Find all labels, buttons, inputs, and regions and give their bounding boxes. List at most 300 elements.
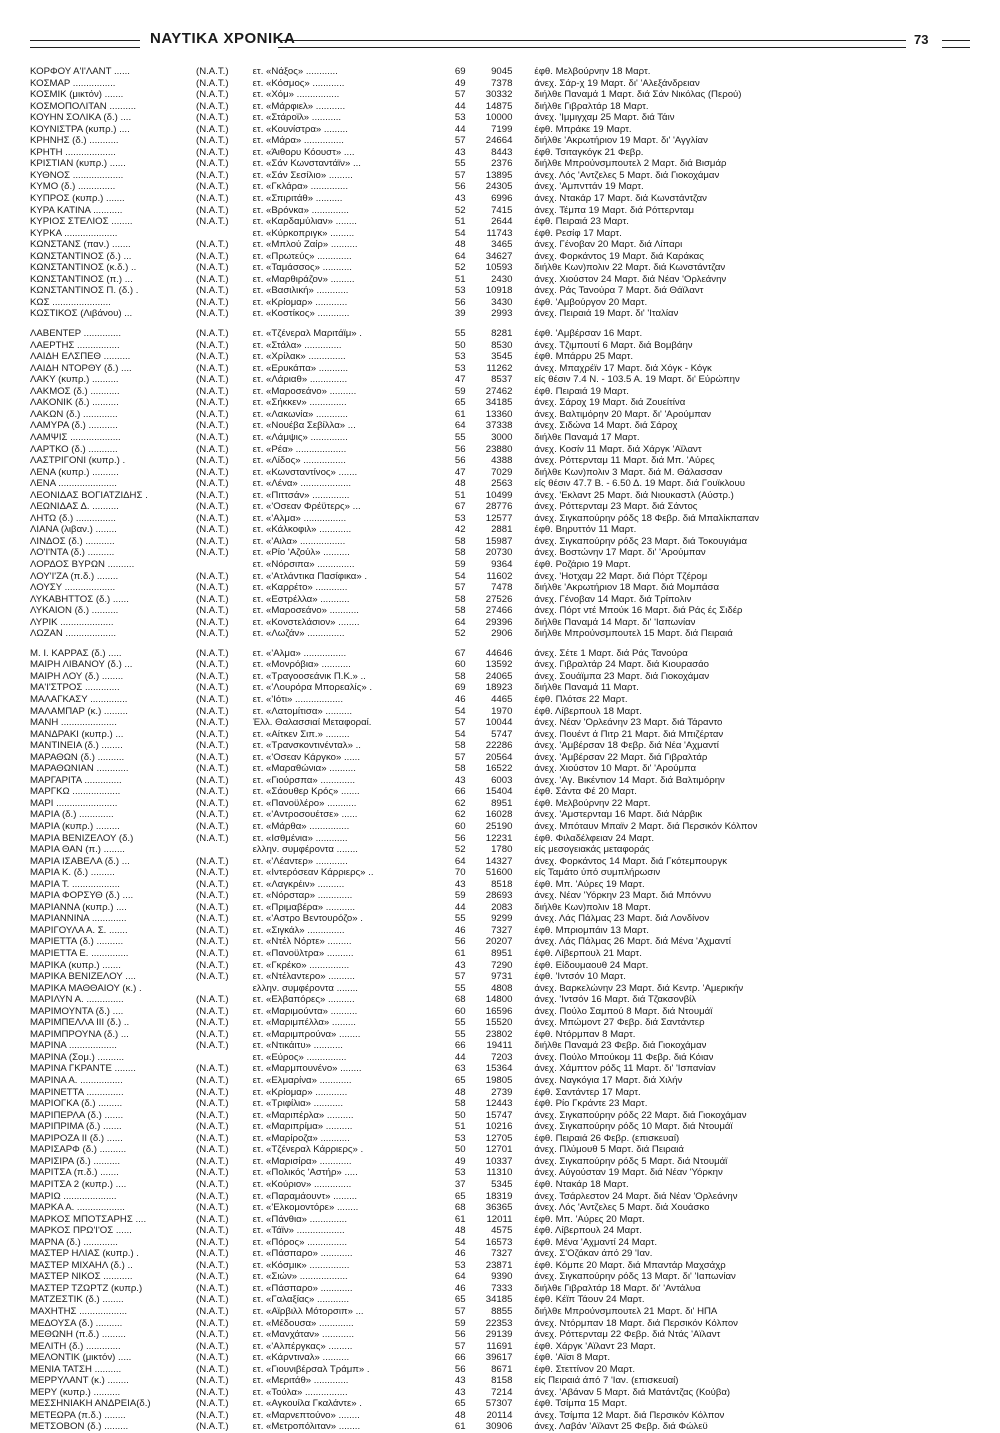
voyage-status: διήλθε Μπρούνσμπουτελ 2 Μαρτ. διά Βισμάρ [534, 158, 727, 170]
registry [196, 559, 253, 571]
owner-company: ετ. «Σιών» .................. [252, 1271, 348, 1283]
voyage-status: έφθ. Πλότσε 22 Μαρτ. [534, 693, 628, 705]
voyage-status: έφθ. Μπάρρυ 25 Μαρτ. [534, 351, 634, 363]
ship-name: ΜΑΣΤΕΡ ΗΛΙΑΣ (κυπρ.) . [30, 1248, 139, 1260]
tonnage: 20114 [486, 1409, 513, 1421]
owner-company: ετ. «Σιγκάλ» .............. [252, 924, 345, 936]
tonnage: 7333 [491, 1282, 513, 1294]
tonnage: 3545 [491, 351, 513, 363]
ship-name: ΛΑΚΟΝΙΚ (δ.) .......... [30, 397, 119, 409]
build-year: 55 [454, 1017, 466, 1029]
voyage-status: άνεχ. Ντακάρ 17 Μαρτ. διά Κωνστάντζαν [534, 193, 707, 205]
owner-company: ετ. «Καρδαμύλιαν» ........ [252, 216, 357, 228]
tonnage: 3430 [491, 296, 513, 308]
voyage-status: άνεχ. Πόρτ ντέ Μπούκ 16 Μαρτ. διά Ράς ές Σιδέρ [534, 605, 743, 617]
registry: (N.A.T.) [196, 135, 229, 147]
table-row [30, 1329, 970, 1341]
owner-company: ετ. «Κόσμικ» ............... [252, 1259, 350, 1271]
table-row [30, 1398, 970, 1410]
owner-company: ετ. «Ρέα» ................... [252, 443, 347, 455]
build-year: 62 [454, 797, 466, 809]
table-row [30, 1040, 970, 1052]
build-year: 59 [454, 558, 466, 570]
tonnage: 22353 [485, 1317, 513, 1329]
voyage-status: έφθ. Φιλαδέλφειαν 24 Μαρτ. [534, 832, 655, 844]
build-year: 63 [454, 1063, 466, 1075]
registry [196, 983, 253, 995]
owner-company: ετ. «Πρωτεύς» ............. [252, 250, 352, 262]
owner-company: ετ. «Κοστίκος» ............ [252, 308, 350, 320]
registry: (N.A.T.) [196, 1386, 229, 1398]
registry: (N.A.T.) [196, 971, 229, 983]
ship-name: ΜΑΡΓΚΩ .................. [30, 786, 121, 798]
registry: (N.A.T.) [196, 763, 229, 775]
tonnage: 9390 [491, 1271, 513, 1283]
voyage-status: έφθ. 'Αμβέρσαν 16 Μαρτ. [534, 328, 643, 340]
owner-company: ετ. «Πιττσάν» .............. [252, 489, 350, 501]
registry: (N.A.T.) [196, 1259, 229, 1271]
build-year: 51 [454, 489, 466, 501]
build-year: 54 [454, 570, 466, 582]
build-year: 43 [454, 959, 466, 971]
build-year: 64 [454, 250, 466, 262]
owner-company: ετ. «Σάν Κωνσταντάϊν» ... [252, 158, 361, 170]
tonnage: 3465 [491, 239, 513, 251]
ship-name: ΜΑΡΙΠΕΡΛΑ (δ.) ....... [30, 1109, 124, 1121]
table-row [30, 1017, 970, 1029]
voyage-status: άνεχ. Ναγκόγια 17 Μαρτ. διά Χιλήν [534, 1075, 683, 1087]
owner-company: ετ. «Τριφίλια» ........... [252, 1098, 343, 1110]
voyage-status: άνεχ. Πουέντ ά Πιτρ 21 Μαρτ. διά Μπιζέρταν [534, 728, 724, 740]
voyage-status: άνεχ. Γιβραλτάρ 24 Μαρτ. διά Κιουρασάο [534, 659, 709, 671]
build-year: 66 [454, 1352, 466, 1364]
tonnage: 8951 [491, 948, 513, 960]
build-year: 60 [454, 1005, 466, 1017]
ship-name: ΜΑΡΙΜΠΕΛΛΑ ΙΙΙ (δ.) .. [30, 1017, 130, 1029]
table-row [30, 1294, 970, 1306]
table-row [30, 1306, 970, 1318]
registry: (N.A.T.) [196, 1398, 229, 1410]
tonnage: 11691 [486, 1340, 513, 1352]
voyage-status: άνεχ. Μπόταυν Μπαϊν 2 Μαρτ. διά Περσικόν Κόλπον [534, 821, 758, 832]
table-row [30, 193, 970, 205]
owner-company: ετ. «Κρίομαρ» ............ [252, 296, 348, 308]
voyage-status: άνεχ. Γένοβαν 14 Μαρτ. διά Τρίπολιν [534, 593, 692, 605]
registry: (N.A.T.) [196, 616, 229, 628]
table-row [30, 1225, 970, 1237]
voyage-status: άνεχ. Τέμπα 19 Μαρτ. διά Ρόττερνταμ [534, 204, 694, 216]
voyage-status: άνεχ. Γένοβαν 20 Μαρτ. διά Λίπαρι [534, 239, 683, 251]
voyage-status: έφθ. Ροζάριο 19 Μαρτ. [534, 558, 631, 570]
table-row [30, 798, 970, 810]
table-row [30, 386, 970, 398]
voyage-status: άνεχ. Αύγούσταν 19 Μαρτ. διά Νέαν 'Υόρκην [534, 1167, 723, 1179]
table-row [30, 351, 970, 363]
tonnage: 23802 [485, 1028, 513, 1040]
registry: (N.A.T.) [196, 1075, 229, 1087]
ship-name: ΜΑΡΙΩ .................... [30, 1190, 117, 1202]
table-row [30, 617, 970, 629]
registry: (N.A.T.) [196, 1190, 229, 1202]
owner-company: ετ. «Κάρντιναλ» .......... [252, 1352, 350, 1364]
build-year: 64 [454, 616, 466, 628]
owner-company: ετ. «Μετροπόλιταν» ........ [252, 1421, 361, 1433]
table-row [30, 536, 970, 548]
tonnage: 57307 [485, 1398, 513, 1410]
voyage-status: άνεχ. Σιδώνα 14 Μαρτ. διά Σάροχ [534, 420, 678, 432]
voyage-status: άνεχ. 'Ηοτχαμ 22 Μαρτ. διά Πόρτ Τζέρομ [534, 570, 708, 582]
build-year: 56 [454, 936, 466, 948]
table-row [30, 1410, 970, 1422]
build-year: 69 [454, 682, 466, 694]
build-year: 48 [454, 478, 466, 490]
ship-name: ΚΟΣΜΙΚ (μικτόν) ....... [30, 89, 124, 101]
registry: (N.A.T.) [196, 832, 229, 844]
registry: (N.A.T.) [196, 1282, 229, 1294]
page-header [30, 28, 970, 62]
owner-company: ετ. «'Λουρόρα Μπορεαλίς» . [252, 682, 372, 694]
registry: (N.A.T.) [196, 936, 229, 948]
build-year: 58 [454, 763, 466, 775]
tonnage: 4575 [491, 1225, 513, 1237]
voyage-status: άνεχ. Σουάϊμπα 23 Μαρτ. διά Γιοκοχάμαν [534, 670, 710, 682]
registry: (N.A.T.) [196, 478, 229, 490]
owner-company: ετ. «Ντέλαντερο» .......... [252, 971, 355, 983]
build-year: 57 [454, 717, 466, 729]
ship-name: ΜΑΡΙΑ ΘΑΝ (π.) ........ [30, 844, 125, 856]
ship-name: ΛΕΟΝΙΔΑΣ ΒΟΓΙΑΤΖΙΔΗΣ . [30, 489, 148, 501]
table-row [30, 833, 970, 845]
tonnage: 44646 [485, 647, 513, 659]
owner-company: ετ. «'Αλπέργκας» ......... [252, 1340, 353, 1352]
owner-company: ετ. «Γκλάρα» .............. [252, 181, 348, 193]
voyage-status: διήλθε Παναμά 23 Φεβρ. διά Γιοκοχάμαν [534, 1040, 707, 1052]
tonnage: 8158 [491, 1375, 513, 1387]
registry: (N.A.T.) [196, 308, 229, 320]
voyage-status: έφθ. Τσιταγκόγκ 21 Φεβρ. [534, 146, 644, 158]
voyage-status: έφθ. 'Ιντσόν 10 Μαρτ. [534, 971, 626, 983]
table-row [30, 1098, 970, 1110]
build-year: 49 [454, 77, 466, 89]
build-year: 64 [454, 1271, 466, 1283]
ship-name: ΚΩΝΣΤΑΝΤΙΝΟΣ (δ.) ... [30, 250, 132, 262]
owner-company: ετ. «Γιουνιβέρσαλ Τράμπ» . [252, 1363, 370, 1375]
table-row [30, 1167, 970, 1179]
build-year: 55 [454, 913, 466, 925]
ship-name: Μ. Ι. ΚΑΡΡΑΣ (δ.) ..... [30, 647, 122, 659]
tonnage: 19411 [486, 1040, 513, 1052]
table-row [30, 501, 970, 513]
voyage-status: άνεχ. Σιγκαπούρην ρόδς 5 Μαρτ. διά Ντουμάϊ [534, 1155, 728, 1167]
owner-company: ετ. «'Αλμα» ................ [252, 512, 347, 524]
listing-section [30, 66, 970, 320]
ship-name: ΜΕΤΣΟΒΟΝ (δ.) ......... [30, 1421, 129, 1433]
header-rule-left [30, 40, 140, 48]
build-year: 54 [454, 227, 466, 239]
table-row [30, 752, 970, 764]
voyage-status: έφθ. Μένα 'Αχμαντί 24 Μαρτ. [534, 1236, 658, 1248]
tonnage: 11602 [486, 570, 513, 582]
table-row [30, 420, 970, 432]
owner-company: ετ. «'Ελκομοντόρε» ........ [252, 1202, 359, 1214]
voyage-status: άνεχ. Ρόττερνταμ 11 Μαρτ. διά Μπ. 'Αύρες [534, 455, 715, 467]
tonnage: 15520 [485, 1017, 513, 1029]
ship-name: ΜΑΡΚΟΣ ΜΠΟΤΣΑΡΗΣ .... [30, 1213, 147, 1225]
table-row [30, 960, 970, 972]
ship-name: ΜΑΡΝΑ (δ.) ............. [30, 1236, 118, 1248]
build-year: 57 [454, 1340, 466, 1352]
table-row [30, 856, 970, 868]
tonnage: 36365 [485, 1202, 513, 1214]
voyage-status: έφθ. Κέϊπ Τάουν 24 Μαρτ. [534, 1294, 645, 1306]
ship-name: ΚΥΡΑ ΚΑΤΙΝΑ ........... [30, 204, 123, 216]
tonnage: 2430 [491, 273, 513, 285]
registry: (N.A.T.) [196, 420, 229, 432]
build-year: 48 [454, 1225, 466, 1237]
table-row [30, 763, 970, 775]
registry: (N.A.T.) [196, 605, 229, 617]
voyage-status: άνεχ. Λός 'Αντζελες 5 Μαρτ. διά Γιοκοχάμαν [534, 169, 720, 181]
registry: (N.A.T.) [196, 443, 229, 455]
table-row [30, 112, 970, 124]
ship-name: ΚΥΡΙΟΣ ΣΤΕΛΙΟΣ ........ [30, 216, 133, 228]
voyage-status: άνεχ. Φορκάντος 14 Μαρτ. διά Γκότεμπουργκ [534, 855, 728, 867]
ship-name: ΜΑΡΙΝΑ .................. [30, 1040, 117, 1052]
tonnage: 6003 [491, 774, 513, 786]
owner-company: ετ. «Σήκκεν» .............. [252, 397, 347, 409]
tonnage: 6996 [491, 193, 513, 205]
owner-company: ετ. «Αγκουίλα Γκαλάντε» . [252, 1398, 362, 1410]
table-row [30, 490, 970, 502]
tonnage: 7214 [491, 1386, 513, 1398]
ship-name: ΛΑΜΨΙΣ ................... [30, 431, 121, 443]
tonnage: 9364 [491, 558, 513, 570]
build-year: 44 [454, 901, 466, 913]
tonnage: 7415 [491, 204, 513, 216]
tonnage: 9299 [491, 913, 513, 925]
registry: (N.A.T.) [196, 1375, 229, 1387]
ship-name: ΚΩΝΣΤΑΝΤΙΝΟΣ (π.) ... [30, 273, 133, 285]
registry: (N.A.T.) [196, 66, 229, 77]
ship-name: ΜΑΡΙΑ ΦΟΡΣΥΘ (δ.) .... [30, 890, 134, 902]
ship-name: ΜΑΙΡΗ ΛΙΒΑΝΟΥ (δ.) ... [30, 659, 133, 671]
voyage-status: έφθ. Λίβερπουλ 18 Μαρτ. [534, 705, 642, 717]
registry: (N.A.T.) [196, 878, 229, 890]
registry: (N.A.T.) [196, 717, 229, 729]
tonnage: 12443 [485, 1098, 513, 1110]
owner-company: ετ. «Μαρίροζα» ........... [252, 1132, 350, 1144]
owner-company: ετ. «Χρίλακ» .............. [252, 351, 346, 363]
table-row [30, 513, 970, 525]
registry: (N.A.T.) [196, 1028, 229, 1040]
ship-name: ΛΟ'Ι'ΝΤΑ (δ.) .......... [30, 547, 115, 559]
ship-name: ΜΑΤΖΕΣΤΙΚ (δ.) ........ [30, 1294, 124, 1306]
build-year: 58 [454, 740, 466, 752]
table-row [30, 524, 970, 536]
registry: (N.A.T.) [196, 890, 229, 902]
registry: (N.A.T.) [196, 628, 229, 640]
tonnage: 8530 [491, 339, 513, 351]
build-year: 54 [454, 728, 466, 740]
registry: (N.A.T.) [196, 339, 229, 351]
registry: (N.A.T.) [196, 1352, 229, 1364]
tonnage: 10593 [485, 262, 513, 274]
ship-name: ΛΥΚΑΒΗΤΤΟΣ (δ.) ...... [30, 593, 129, 605]
registry: (N.A.T.) [196, 1086, 229, 1098]
voyage-status: έφθ. Λίβερπουλ 24 Μαρτ. [534, 1225, 642, 1237]
voyage-status: άνεχ. Σέτε 1 Μαρτ. διά Ράς Τανούρα [534, 647, 688, 659]
table-row [30, 251, 970, 263]
voyage-status: άνεχ. 'Ιμμιγχαμ 25 Μαρτ. διά Τάιν [534, 112, 675, 124]
owner-company: ετ. «Μανχάταν» ............ [252, 1329, 355, 1341]
voyage-status: διήλθε 'Ακρωτήριον 18 Μαρτ. διά Μομπάσα [534, 582, 720, 594]
owner-company: ετ. «Ερυκάπα» ........... [252, 362, 349, 374]
registry: (N.A.T.) [196, 740, 229, 752]
voyage-status: άνεχ. Βαρκελώνην 23 Μαρτ. διά Κεντρ. 'Αμερικήν [534, 982, 744, 994]
voyage-status: διήλθε Παναμά 17 Μαρτ. [534, 431, 640, 443]
voyage-status: έφθ. Στεττίνον 20 Μαρτ. [534, 1363, 636, 1375]
build-year: 62 [454, 809, 466, 821]
build-year: 46 [454, 693, 466, 705]
registry: (N.A.T.) [196, 1017, 229, 1029]
owner-company: ετ. «Κούριον» .............. [252, 1178, 352, 1190]
tonnage: 24305 [485, 181, 513, 193]
ship-name: ΜΑΣΤΕΡ ΜΙΧΑΗΛ (δ.) .. [30, 1259, 133, 1271]
owner-company: ετ. «Γιούρσπα» ............. [252, 774, 356, 786]
build-year: 65 [454, 1398, 466, 1410]
registry: (N.A.T.) [196, 1202, 229, 1214]
registry: (N.A.T.) [196, 216, 229, 228]
table-row [30, 432, 970, 444]
registry: (N.A.T.) [196, 693, 229, 705]
voyage-status: άνεχ. 'Αμστερνταμ 16 Μαρτ. διά Νάρβικ [534, 809, 703, 821]
table-row [30, 1144, 970, 1156]
voyage-status: έφθ. Πειραιά 19 Μαρτ. [534, 385, 629, 397]
owner-company: ετ. «Κύρκοπριγκ» ......... [252, 227, 355, 239]
registry: (N.A.T.) [196, 273, 229, 285]
owner-company: ετ. «Σάν Σεσίλιο» ......... [252, 169, 353, 181]
tonnage: 23871 [485, 1259, 513, 1271]
build-year: 68 [454, 994, 466, 1006]
build-year: 53 [454, 512, 466, 524]
tonnage: 8537 [491, 374, 513, 386]
registry: (N.A.T.) [196, 1236, 229, 1248]
voyage-status: έφθ. 'Αμβούργον 20 Μαρτ. [534, 296, 648, 308]
voyage-status: άνεχ. Ρόττερνταμ 23 Μαρτ. διά Σάντος [534, 501, 698, 513]
tonnage: 2739 [491, 1086, 513, 1098]
ship-name: ΚΡΗΤΗ ................... [30, 146, 116, 158]
tonnage: 27462 [485, 385, 513, 397]
build-year: 43 [454, 1386, 466, 1398]
owner-company: ετ. «Λωζάν» .............. [252, 628, 345, 640]
ship-name: ΜΑΛΑΜΠΑΡ (κ.) ......... [30, 705, 128, 717]
build-year: 68 [454, 1202, 466, 1214]
build-year: 47 [454, 466, 466, 478]
ship-name: ΜΑΡΙΑ Κ. (δ.) ......... [30, 867, 115, 879]
ship-name: ΚΥΡΚΑ .................... [30, 227, 118, 239]
table-row [30, 694, 970, 706]
tonnage: 16028 [485, 809, 513, 821]
voyage-status: έφθ. Ντακάρ 18 Μαρτ. [534, 1178, 629, 1190]
owner-company: ετ. «Ταμάσσος» ........... [252, 262, 352, 274]
table-row [30, 397, 970, 409]
ship-name: ΛΟΡΔΟΣ ΒΥΡΩΝ .......... [30, 558, 135, 570]
voyage-status: άνεχ. Βοστώνην 17 Μαρτ. δι' 'Αρούμπαν [534, 547, 706, 559]
ship-name: ΜΑΡΙΓΟΥΛΑ Α. Σ. ....... [30, 924, 128, 936]
registry [196, 1052, 253, 1064]
build-year: 65 [454, 397, 466, 409]
tonnage: 13592 [485, 659, 513, 671]
owner-company: ετ. «Βασιλική» ............ [252, 285, 349, 297]
voyage-status: έφθ. Τσίμπα 15 Μαρτ. [534, 1398, 628, 1410]
table-row [30, 648, 970, 660]
registry: (N.A.T.) [196, 705, 229, 717]
registry: (N.A.T.) [196, 204, 229, 216]
ship-name: ΚΩΝΣΤΑΝΤΙΝΟΣ (κ.δ.) .. [30, 262, 137, 274]
table-row [30, 1156, 970, 1168]
table-row [30, 659, 970, 671]
table-row [30, 1075, 970, 1087]
owner-company: ετ. «Πάνθια» .............. [252, 1213, 347, 1225]
registry: (N.A.T.) [196, 994, 229, 1006]
voyage-status: άνεχ. 'Ιντσόν 16 Μαρτ. διά Τζακσονβίλ [534, 994, 697, 1006]
registry: (N.A.T.) [196, 821, 229, 832]
registry [196, 228, 253, 240]
ship-name: ΛΕΝΑ (κυπρ.) .......... [30, 466, 119, 478]
owner-company: ετ. «Κουνίστρα» ......... [252, 123, 348, 135]
registry: (N.A.T.) [196, 100, 229, 112]
tonnage: 4465 [491, 693, 513, 705]
owner-company: ετ. «Κάλκοφιλ» ............ [252, 524, 352, 536]
tonnage: 2993 [491, 308, 513, 320]
tonnage: 8671 [491, 1363, 513, 1375]
registry: (N.A.T.) [196, 570, 229, 582]
table-row [30, 205, 970, 217]
ship-name: ΜΑΡΙΚΑ ΜΑΘΘΑΙΟΥ (κ.) . [30, 982, 142, 994]
ship-name: ΛΑΙΔΗ ΝΤΟΡΘΥ (δ.) .... [30, 362, 132, 374]
voyage-status: διήλθε Παναμά 11 Μαρτ. [534, 682, 639, 694]
ship-name: ΛΟΥΣΥ ................... [30, 582, 116, 594]
voyage-status: έφθ. Σάντα Φέ 20 Μαρτ. [534, 786, 637, 798]
voyage-status: έφθ. Κόμπε 20 Μαρτ. διά Μπαντάρ Μαχσάχρ [534, 1259, 726, 1271]
registry: (N.A.T.) [196, 431, 229, 443]
owner-company: ετ. «Μονρόβια» ........... [252, 659, 351, 671]
tonnage: 2563 [491, 478, 513, 490]
registry: (N.A.T.) [196, 786, 229, 798]
ship-name: ΜΑΡΙ ....................... [30, 797, 118, 809]
ship-name: ΜΕΣΣΗΝΙΑΚΗ ΑΝΔΡΕΙΑ(δ.) [30, 1398, 151, 1410]
registry: (N.A.T.) [196, 913, 229, 925]
running-title: ΝΑΥΤΙΚΑ ΧΡΟΝΙΚΑ [150, 30, 296, 47]
tonnage: 19805 [485, 1075, 513, 1087]
registry: (N.A.T.) [196, 489, 229, 501]
table-row [30, 971, 970, 983]
registry: (N.A.T.) [196, 1144, 229, 1156]
table-row [30, 78, 970, 90]
table-row [30, 1179, 970, 1191]
ship-name: ΜΑ'Ι'ΣΤΡΟΣ ............. [30, 682, 120, 694]
tonnage: 7327 [491, 1248, 513, 1260]
registry: (N.A.T.) [196, 1248, 229, 1260]
table-row [30, 913, 970, 925]
owner-company: ετ. «'Οσεαν Κάργκο» ...... [252, 751, 360, 763]
registry: (N.A.T.) [196, 501, 229, 513]
build-year: 60 [454, 821, 466, 832]
owner-company: ετ. «Γκρέκο» ............... [252, 959, 350, 971]
registry: (N.A.T.) [196, 466, 229, 478]
build-year: 58 [454, 535, 466, 547]
tonnage: 10499 [485, 489, 513, 501]
